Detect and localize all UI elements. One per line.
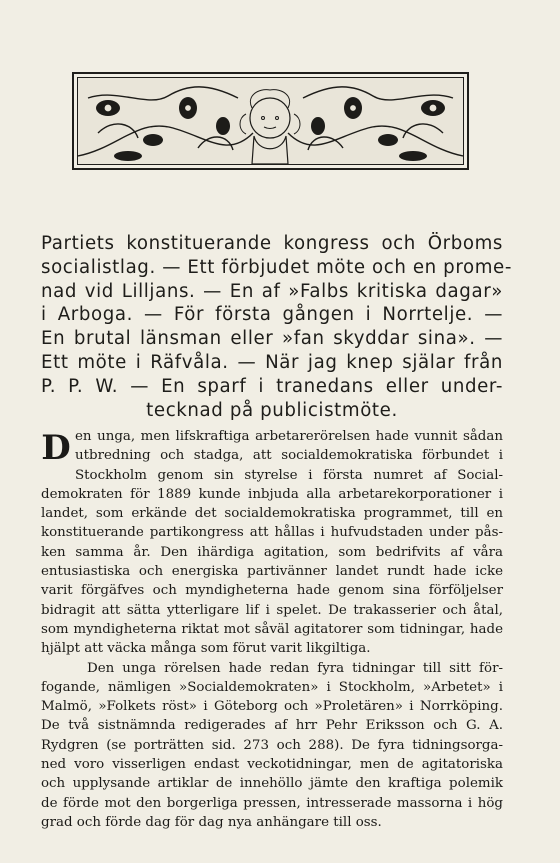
text-line: ned voro visserligen endast veckotidningar, men de agitatoriska — [41, 757, 503, 773]
summary-line: P. P. W. — En sparf i tranedans eller under- — [41, 375, 503, 397]
summary-line: socialistlag. — Ett förbjudet möte och en prome- — [41, 256, 513, 278]
art-nouveau-vignette-icon — [72, 72, 469, 170]
text-line: bidragit att sätta ytterligare lif i spelet. De trakasserier och åtal, — [41, 602, 503, 618]
text-line: och upplysande artiklar de innehöllo jämte den kraftiga polemik — [41, 776, 503, 792]
body-text — [41, 427, 503, 832]
text-line: De två sistnämnda redigerades af hrr Pehr Eriksson och G. A. — [41, 718, 503, 734]
chapter-summary — [41, 232, 513, 422]
summary-line: Ett möte i Räfvåla. — När jag knep själar från — [41, 351, 503, 373]
text-line: landet, som erkände det socialdemokratiska programmet, till en — [41, 506, 503, 522]
text-line: konstituerande partikongress att hållas i hufvudstaden under pås- — [41, 525, 503, 541]
summary-line: nad vid Lilljans. — En af »Falbs kritiska dagar» — [41, 280, 503, 302]
text-line: entusiastiska och energiska partivänner landet rundt hade icke — [41, 564, 503, 580]
text-line: hjälpt att väcka många som förut varit likgiltiga. — [41, 641, 371, 657]
text-line: de förde mot den borgerliga pressen, intresserade massorna i hög — [41, 795, 503, 811]
text-line: Stockholm genom sin styrelse i första numret af Social- — [75, 467, 503, 483]
ornament-svg — [78, 78, 463, 164]
text-line: varit förgäfves och myndigheterna hade genom sina förföljelser — [41, 583, 503, 599]
summary-line: Partiets konstituerande kongress och Örboms — [41, 233, 503, 254]
text-line: demokraten för 1889 kunde inbjuda alla arbetarekorporationer i — [41, 486, 503, 502]
text-line: Malmö, »Folkets röst» i Göteborg och »Proletären» i Norrköping. — [41, 699, 503, 715]
summary-line: i Arboga. — För första gången i Norrtelje. — — [41, 304, 503, 326]
text-line: ken samma år. Den ihärdiga agitation, som bedrifvits af våra — [41, 544, 503, 560]
text-line: grad och förde dag för dag nya anhängare till oss. — [41, 814, 382, 830]
ornamental-initial-icon: D — [41, 428, 71, 468]
text-line: en unga, men lifskraftiga arbetarerörelsen hade vunnit sådan — [75, 429, 503, 444]
text-line: som myndigheterna riktat mot såväl agitatorer som tidningar, hade — [41, 621, 503, 637]
summary-line: tecknad på publicistmöte. — [146, 399, 398, 421]
text-line: utbredning och stadga, att socialdemokratiska förbundet i — [75, 448, 503, 464]
text-line: Den unga rörelsen hade redan fyra tidningar till sitt för- — [87, 660, 503, 676]
text-line: Rydgren (se porträtten sid. 273 och 288). De fyra tidningsorga- — [41, 737, 503, 753]
summary-line: En brutal länsman eller »fan skyddar sina». — — [41, 328, 503, 350]
text-line: fogande, nämligen »Socialdemokraten» i Stockholm, »Arbetet» i — [41, 679, 503, 695]
